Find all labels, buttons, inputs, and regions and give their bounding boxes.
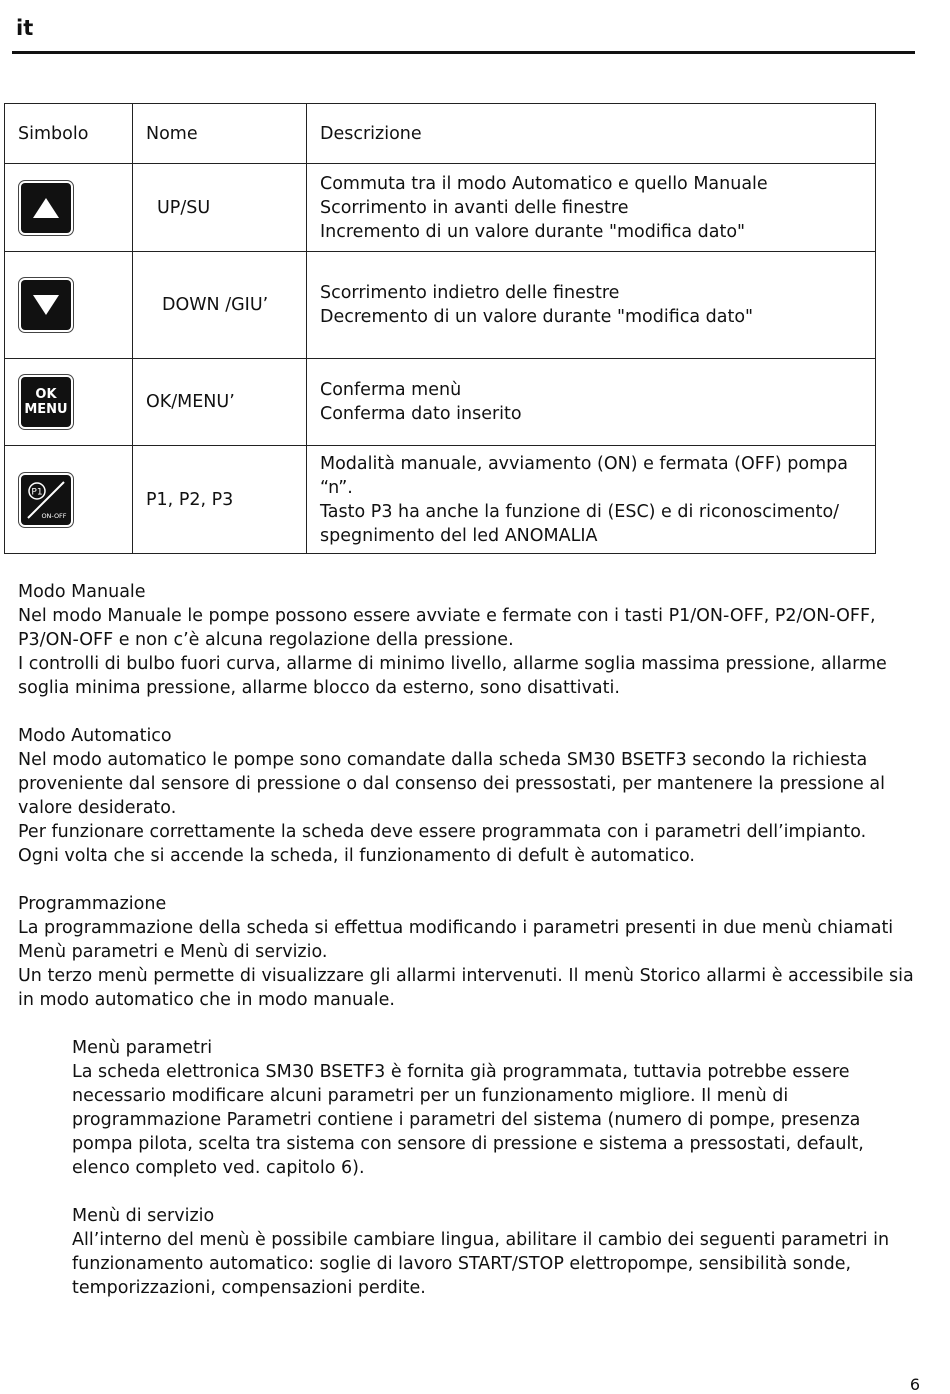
name-cell: P1, P2, P3 (133, 446, 307, 554)
paragraph: La scheda elettronica SM30 BSETF3 è fornita già programmata, tuttavia potrebbe essere necessario modificare alcuni parametri per un funzionamento migliore. Il menù di programmazione Parametri contiene i parametri del sistema (numero di pompe, presenza pompa pilota, scelta tra sistema con sensore di pressione e sistema a pressostati, default, elenco completo ved. capitolo 6). (72, 1062, 864, 1178)
symbol-cell (5, 446, 133, 554)
section-modo-manuale (18, 580, 928, 700)
header-rule (12, 51, 915, 54)
description-line: Scorrimento in avanti delle finestre (320, 197, 629, 218)
symbol-cell (5, 252, 133, 359)
down-arrow-key-icon (21, 280, 71, 330)
section-programmazione (18, 892, 928, 1012)
section-menu-parametri (72, 1036, 922, 1180)
menu-key-label: MENU (24, 402, 68, 417)
section-modo-automatico (18, 724, 928, 868)
symbol-cell (5, 164, 133, 252)
description-cell (307, 446, 876, 554)
table-row (5, 252, 876, 359)
description-cell (307, 164, 876, 252)
description-cell (307, 252, 876, 359)
paragraph: Per funzionare correttamente la scheda deve essere programmata con i parametri dell’impianto. (18, 822, 867, 842)
description-line: Conferma dato inserito (320, 404, 522, 424)
description-cell (307, 359, 876, 446)
section-heading: Menù parametri (72, 1038, 213, 1058)
symbol-cell (5, 359, 133, 446)
header-simbolo: Simbolo (5, 104, 133, 164)
section-menu-servizio (72, 1204, 922, 1300)
p-onoff-key-icon (21, 475, 71, 525)
up-arrow-key-icon (21, 183, 71, 233)
ok-key-label: OK (35, 387, 57, 402)
description-line: Conferma menù (320, 380, 462, 400)
name-cell: UP/SU (133, 164, 307, 252)
paragraph: Un terzo menù permette di visualizzare gli allarmi intervenuti. Il menù Storico allarmi è accessibile sia in modo automatico che in modo manuale. (18, 966, 914, 1010)
page-number: 6 (909, 1375, 920, 1394)
header-nome: Nome (133, 104, 307, 164)
section-heading: Menù di servizio (72, 1206, 215, 1226)
table-row (5, 164, 876, 252)
paragraph: I controlli di bulbo fuori curva, allarme di minimo livello, allarme soglia massima pressione, allarme soglia minima pressione, allarme blocco da esterno, sono disattivati. (18, 654, 887, 698)
table-row (5, 359, 876, 446)
table-header-row (5, 104, 876, 164)
description-line: Tasto P3 ha anche la funzione di (ESC) e di riconoscimento/ (320, 501, 840, 522)
section-heading: Modo Manuale (18, 582, 146, 602)
paragraph: La programmazione della scheda si effettua modificando i parametri presenti in due menù chiamati Menù parametri e Menù di servizio. (18, 918, 894, 962)
paragraph: Nel modo automatico le pompe sono comandate dalla scheda SM30 BSETF3 secondo la richiesta proveniente dal sensore di pressione o dal consenso dei pressostati, per mantenere la pressione al valore desiderato. (18, 750, 885, 818)
paragraph: All’interno del menù è possibile cambiare lingua, abilitare il cambio dei seguenti parametri in funzionamento automatico: soglie di lavoro START/STOP elettropompe, sensibilità sonde, temporizzazioni, compensazioni perdite. (72, 1230, 890, 1298)
name-cell: OK/MENU’ (133, 359, 307, 446)
name-cell: DOWN /GIU’ (133, 252, 307, 359)
paragraph: Ogni volta che si accende la scheda, il funzionamento di defult è automatico. (18, 846, 695, 866)
onoff-key-label: ON-OFF (41, 511, 67, 520)
section-heading: Modo Automatico (18, 726, 172, 746)
header-descrizione: Descrizione (307, 104, 876, 164)
ok-menu-key-icon (21, 377, 71, 427)
description-line: Scorrimento indietro delle finestre (320, 283, 620, 303)
description-line: Commuta tra il modo Automatico e quello Manuale (320, 173, 768, 194)
description-line: Incremento di un valore durante "modifica dato" (320, 221, 746, 242)
symbol-table (4, 103, 876, 554)
page-language-code: it (16, 16, 34, 40)
description-line: Modalità manuale, avviamento (ON) e fermata (OFF) pompa “n”. (320, 453, 848, 498)
description-line: Decremento di un valore durante "modifica dato" (320, 307, 754, 327)
description-line: spegnimento del led ANOMALIA (320, 525, 598, 546)
p1-key-label: P1 (31, 487, 43, 497)
paragraph: Nel modo Manuale le pompe possono essere avviate e fermate con i tasti P1/ON-OFF, P2/ON-OFF, P3/ON-OFF e non c’è alcuna regolazione della pressione. (18, 606, 876, 650)
section-heading: Programmazione (18, 894, 167, 914)
table-row (5, 446, 876, 554)
